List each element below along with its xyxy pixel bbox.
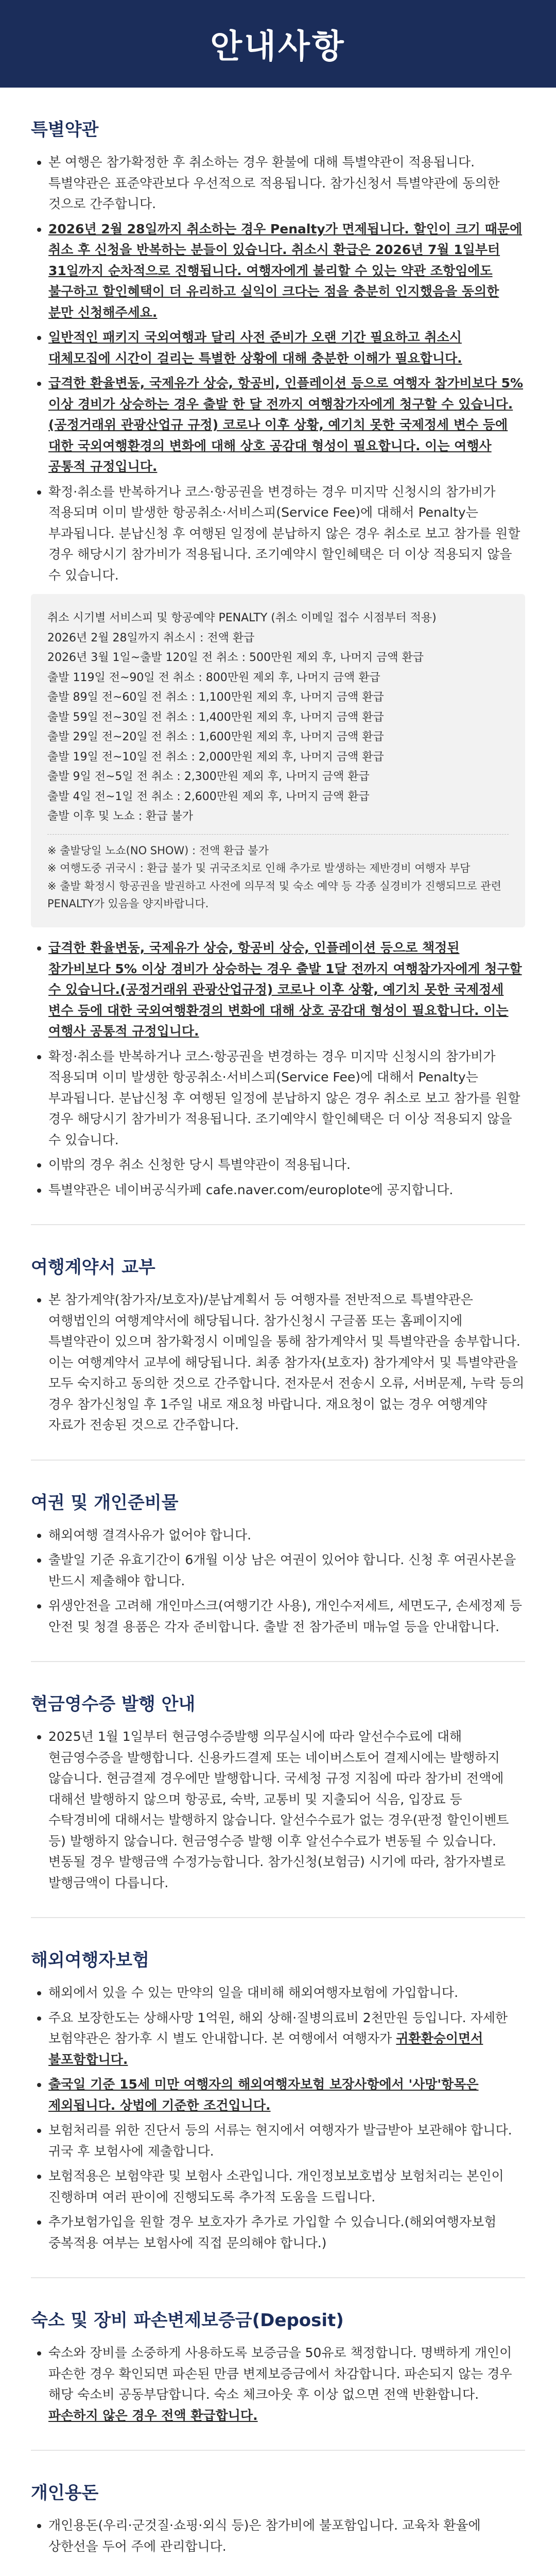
special-terms-item: • 확정·취소를 반복하거나 코스·항공권을 변경하는 경우 미지막 신청시의 참가비가 적용되며 이미 발생한 항공취소·서비스피(Service Fee)에 대해서 Penalty는 부과됩니다. 분납신청 후 여행된 일정에 분납하지 않은 경우 취소로 보고 참가를 원할 경우 해당시기 참가비가 적용됩니다. 조기예약시 할인혜택은 더 이상 적용되지 않을 수 있습니다.	[48, 482, 525, 586]
section-divider	[31, 1917, 525, 1918]
penalty-divider	[47, 834, 509, 835]
special-terms-item: • 일반적인 패키지 국외여행과 달리 사전 준비가 오랜 기간 필요하고 취소시 대체모집에 시간이 걸리는 특별한 상황에 대해 충분한 이해가 필요합니다.	[48, 327, 525, 369]
deposit-title: 숙소 및 장비 파손변제보증금(Deposit)	[31, 2310, 344, 2331]
contract-list	[31, 1290, 525, 1436]
penalty-note: ※ 출발당일 노쇼(NO SHOW) : 전액 환급 불가	[47, 844, 269, 857]
section-divider	[31, 2450, 525, 2451]
penalty-line: 출발 119일 전~90일 전 취소 : 800만원 제외 후, 나머지 금액 환급	[47, 671, 380, 684]
penalty-note: ※ 출발 확정시 항공권을 발권하고 사전에 의무적 및 숙소 예약 등 각종 실경비가 진행되므로 관련 PENALTY가 있음을 양지바랍니다.	[47, 879, 501, 910]
deposit-item: • 숙소와 장비를 소중하게 사용하도록 보증금을 50유로 책정합니다. 명백하게 개인이 파손한 경우 확인되면 파손된 만큼 변제보증금에서 차감합니다. 파손되지 않는 경우 해당 숙소비 공동부담합니다. 숙소 체크아웃 후 이상 없으면 전액 반환합니다. 파손하지 않은 경우 전액 환급합니다.	[48, 2343, 525, 2426]
insurance-list	[31, 1982, 525, 2253]
section-divider	[31, 1224, 525, 1225]
insurance-item: • 출국일 기준 15세 미만 여행자의 해외여행자보험 보장사항에서 '사망'항목은 제외됩니다. 상법에 기준한 조건입니다.	[48, 2074, 525, 2116]
penalty-line: 출발 19일 전~10일 전 취소 : 2,000만원 제외 후, 나머지 금액 환급	[47, 750, 384, 764]
insurance-item: • 보험적용은 보험약관 및 보험사 소관입니다. 개인정보보호법상 보험처리는 본인이 진행하며 여러 판이에 진행되도록 추가적 도움을 드립니다.	[48, 2166, 525, 2208]
passport-list	[31, 1525, 525, 1638]
section-divider	[31, 2277, 525, 2278]
receipt-item: • 2025년 1월 1일부터 현금영수증발행 의무실시에 따라 알선수수료에 대해 현금영수증을 발행합니다. 신용카드결제 또는 네이버스토어 결제시에는 발행하지 않습니다. 현금결제 경우에만 발행합니다. 국세청 규정 지침에 따라 참가비 전액에 대해선 발행하지 않으며 항공료, 숙박, 교통비 및 지출되어 식음, 입장료 등 수탁경비에 대해서는 발행하지 않습니다. 알선수수료가 없는 경우(판정 할인이벤트 등) 발행하지 않습니다. 현금영수증 발행 이후 알선수수료가 변동될 수 있습니다. 변동될 경우 발행금액 수정가능합니다. 참가신청(보험금) 시기에 따라, 참가자별로 발행금액이 다릅니다.	[48, 1726, 525, 1893]
pocket-money-section	[0, 2479, 556, 2557]
special-terms-item: • 급격한 환율변동, 국제유가 상승, 항공비 상승, 인플레이션 등으로 책정된 참가비보다 5% 이상 경비가 상승하는 경우 출발 1달 전까지 여행참가자에게 청구할 수 있습니다.(공정거래위 관광산업규정) 코로나 이후 상황, 예기치 못한 국제정세 변수 등에 대한 국외여행환경의 변화에 대해 상호 공감대 형성이 필요합니다. 이는 여행사 공통적 규정입니다.	[48, 938, 525, 1042]
penalty-line: 출발 9일 전~5일 전 취소 : 2,300만원 제외 후, 나머지 금액 환급	[47, 770, 370, 783]
special-terms-item: • 이밖의 경우 취소 신청한 당시 특별약관이 적용됩니다.	[48, 1155, 525, 1176]
special-terms-item: • 확정·취소를 반복하거나 코스·항공권을 변경하는 경우 미지막 신청시의 참가비가 적용되며 이미 발생한 항공취소·서비스피(Service Fee)에 대해서 Penalty는 부과됩니다. 분납신청 후 여행된 일정에 분납하지 않은 경우 취소로 보고 참가를 원할 경우 해당시기 참가비가 적용됩니다. 조기예약시 할인혜택은 더 이상 적용되지 않을 수 있습니다.	[48, 1046, 525, 1151]
receipt-title: 현금영수증 발행 안내	[31, 1694, 196, 1715]
special-terms-list	[31, 152, 525, 586]
page-title: 안내사항	[210, 28, 346, 66]
penalty-line: 출발 29일 전~20일 전 취소 : 1,600만원 제외 후, 나머지 금액 환급	[47, 731, 384, 743]
penalty-line: 2026년 2월 28일까지 취소시 : 전액 환급	[47, 631, 255, 645]
insurance-section	[0, 1946, 556, 2278]
penalty-heading: 취소 시기별 서비스피 및 항공예약 PENALTY (취소 이메일 접수 시점부터 적용)	[47, 612, 437, 624]
special-terms-item: • 급격한 환율변동, 국제유가 상승, 항공비, 인플레이션 등으로 여행자 참가비보다 5% 이상 경비가 상승하는 경우 출발 한 달 전까지 여행참가자에게 청구할 수 있습니다. (공정거래위 관광산업규 규정) 코로나 이후 상황, 예기치 못한 국제정세 변수 등에 대한 국외여행환경의 변화에 대해 상호 공감대 형성이 필요합니다. 이는 여행사 공통적 규정입니다.	[48, 373, 525, 478]
section-divider	[31, 1661, 525, 1662]
pocket-money-title: 개인용돈	[31, 2483, 99, 2504]
penalty-note: ※ 여행도중 귀국시 : 환급 불가 및 귀국조치로 인해 추가로 발생하는 제반경비 여행자 부담	[47, 862, 471, 875]
passport-item: • 출발일 기준 유효기간이 6개월 이상 남은 여권이 있어야 합니다. 신청 후 여권사본을 반드시 제출해야 합니다.	[48, 1550, 525, 1591]
passport-section	[0, 1488, 556, 1663]
deposit-section	[0, 2306, 556, 2451]
insurance-item: • 보험처리를 위한 진단서 등의 서류는 현지에서 여행자가 발급받아 보관해야 합니다. 귀국 후 보험사에 제출합니다.	[48, 2120, 525, 2162]
insurance-item: • 추가보험가입을 원할 경우 보호자가 추가로 가입할 수 있습니다.(해외여행자보험 중복적용 여부는 보험사에 직접 문의해야 합니다.)	[48, 2212, 525, 2253]
special-terms-item: • 본 여행은 참가확정한 후 취소하는 경우 환불에 대해 특별약관이 적용됩니다. 특별약관은 표준약관보다 우선적으로 적용됩니다. 참가신청서 특별약관에 동의한 것으로 간주합니다.	[48, 152, 525, 215]
special-terms-list-2	[31, 938, 525, 1200]
penalty-line: 출발 59일 전~30일 전 취소 : 1,400만원 제외 후, 나머지 금액 환급	[47, 710, 384, 724]
special-terms-title: 특별약관	[31, 120, 99, 140]
notice-banner	[0, 0, 556, 88]
penalty-line: 2026년 3월 1일~출발 120일 전 취소 : 500만원 제외 후, 나머지 금액 환급	[47, 651, 424, 664]
section-divider	[31, 1460, 525, 1461]
special-terms-item: • 특별약관은 네이버공식카페 cafe.naver.com/europlote에 공지합니다.	[48, 1180, 525, 1201]
deposit-list	[31, 2343, 525, 2426]
pocket-money-item: • 개인용돈(우리·군것질·쇼핑·외식 등)은 참가비에 불포함입니다. 교육차 환율에 상한선을 두어 주에 관리합니다.	[48, 2515, 525, 2557]
special-terms-section	[0, 115, 556, 1225]
penalty-notes	[47, 842, 509, 913]
pocket-money-list	[31, 2515, 525, 2557]
penalty-box	[31, 594, 525, 927]
contract-section	[0, 1253, 556, 1461]
passport-title: 여권 및 개인준비물	[31, 1492, 179, 1513]
contract-item: • 본 참가계약(참가자/보호자)/분납계획서 등 여행자를 전반적으로 특별약관은 여행법인의 여행계약서에 해당됩니다. 참가신청시 구글폼 또는 홈페이지에 특별약관이 있으며 참가확정시 이메일을 통해 참가계약서 및 특별약관을 송부합니다. 이는 여행계약서 교부에 해당됩니다. 최종 참가자(보호자) 참가계약서 및 특별약관을 모두 숙지하고 동의한 것으로 간주합니다. 전자문서 전송시 오류, 서버문제, 누락 등의 경우 참가신청일 후 1주일 내로 재요청 바랍니다. 재요청이 없는 경우 여행계약 자료가 전송된 것으로 간주합니다.	[48, 1290, 525, 1436]
passport-item: • 해외여행 결격사유가 없어야 합니다.	[48, 1525, 525, 1546]
contract-title: 여행계약서 교부	[31, 1257, 155, 1278]
insurance-title: 해외여행자보험	[31, 1950, 149, 1971]
passport-item: • 위생안전을 고려해 개인마스크(여행기간 사용), 개인수저세트, 세면도구, 손세정제 등 안전 및 청결 용품은 각자 준비합니다. 출발 전 참가준비 매뉴얼 등을 안내합니다.	[48, 1596, 525, 1637]
special-terms-item: • 2026년 2월 28일까지 취소하는 경우 Penalty가 면제됩니다. 할인이 크기 때문에 취소 후 신청을 반복하는 분들이 있습니다. 취소시 환급은 2026년 7월 1일부터 31일까지 순차적으로 진행됩니다. 여행자에게 불리할 수 있는 약관 조항임에도 불구하고 할인혜택이 더 유리하고 실익이 크다는 점을 충분히 인지했음을 동의한 분만 신청해주세요.	[48, 219, 525, 324]
insurance-item: • 주요 보장한도는 상해사망 1억원, 해외 상해·질병의료비 2천만원 등입니다. 자세한 보험약관은 참가후 시 별도 안내합니다. 본 여행에서 여행자가 귀환환승이면서 불포함합니다.	[48, 2008, 525, 2071]
insurance-item: • 해외에서 있을 수 있는 만약의 일을 대비해 해외여행자보험에 가입합니다.	[48, 1982, 525, 2004]
penalty-line: 출발 이후 및 노쇼 : 환급 불가	[47, 810, 194, 823]
penalty-line: 출발 4일 전~1일 전 취소 : 2,600만원 제외 후, 나머지 금액 환급	[47, 790, 370, 803]
receipt-section	[0, 1690, 556, 1918]
penalty-line: 출발 89일 전~60일 전 취소 : 1,100만원 제외 후, 나머지 금액 환급	[47, 691, 384, 704]
receipt-list	[31, 1726, 525, 1893]
